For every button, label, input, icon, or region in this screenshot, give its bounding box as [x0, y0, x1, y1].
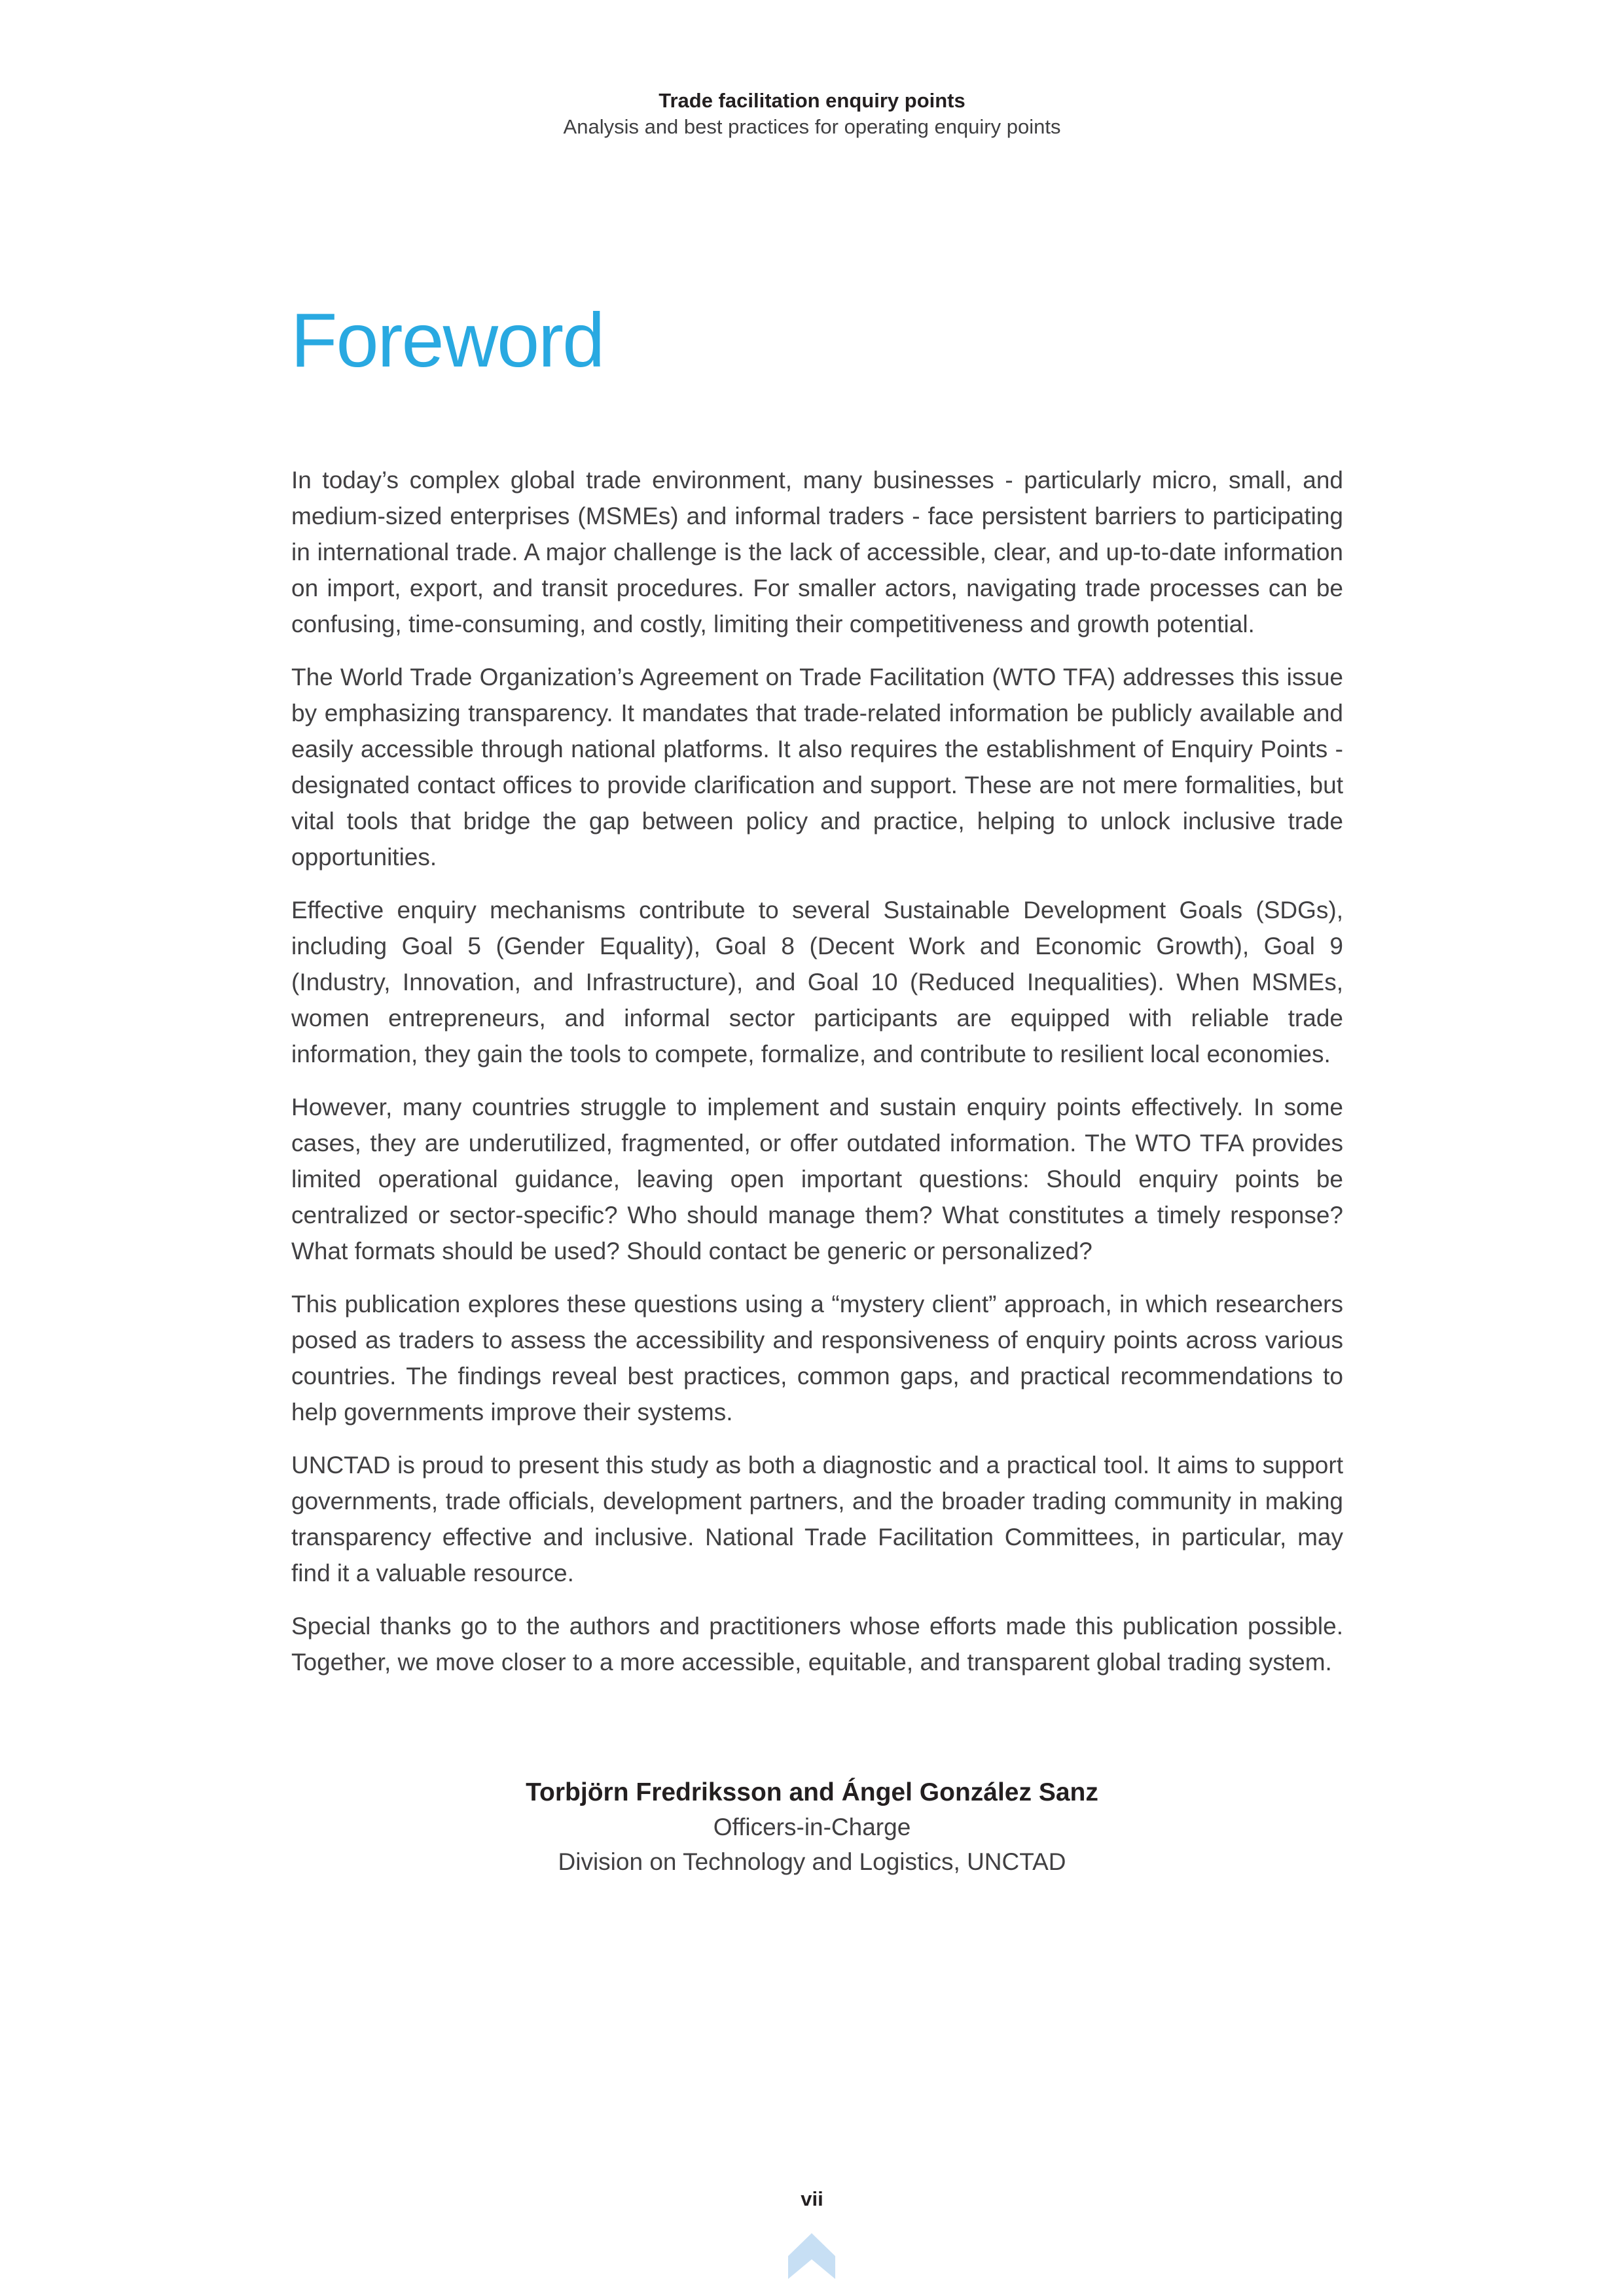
page-title: Foreword: [291, 297, 604, 384]
paragraph: The World Trade Organization’s Agreement on Trade Facilitation (WTO TFA) addresses this issue by emphasizing transparency. It mandates that trade-related information be publicly available and easily accessible through national platforms. It also requires the establishment of Enquiry Points - designated contact offices to provide clarification and support. These are not mere formalities, but vital tools that bridge the gap between policy and practice, helping to unlock inclusive trade opportunities.: [291, 664, 1343, 870]
paragraph: Special thanks go to the authors and practitioners whose efforts made this publication possible. Together, we move closer to a more accessible, equitable, and transparent global trading system.: [291, 1613, 1343, 1676]
paragraph: However, many countries struggle to implement and sustain enquiry points effectively. In some cases, they are underutilized, fragmented, or offer outdated information. The WTO TFA provides limited operational guidance, leaving open important questions: Should enquiry points be centralized or sector-specific? Who should manage them? What constitutes a timely response? What formats should be used? Should contact be generic or personalized?: [291, 1094, 1343, 1265]
signature-division: Division on Technology and Logistics, UNCTAD: [558, 1848, 1066, 1875]
signature-role: Officers-in-Charge: [713, 1814, 911, 1840]
signature-block: [0, 1775, 1624, 1879]
chevron-up-shape: [788, 2233, 835, 2279]
chevron-up-icon: [788, 2233, 835, 2279]
paragraph: In today’s complex global trade environment, many businesses - particularly micro, small, and medium-sized enterprises (MSMEs) and informal traders - face persistent barriers to participating in international trade. A major challenge is the lack of accessible, clear, and up-to-date information on import, export, and transit procedures. For smaller actors, navigating trade processes can be confusing, time-consuming, and costly, limiting their competitiveness and growth potential.: [291, 467, 1343, 637]
body-text: [291, 462, 1343, 1680]
paragraph: Effective enquiry mechanisms contribute to several Sustainable Development Goals (SDGs), including Goal 5 (Gender Equality), Goal 8 (Decent Work and Economic Growth), Goal 9 (Industry, Innovation, and Infrastructure), and Goal 10 (Reduced Inequalities). When MSMEs, women entrepreneurs, and informal sector participants are equipped with reliable trade information, they gain the tools to compete, formalize, and contribute to resilient local economies.: [291, 897, 1343, 1067]
running-header: [0, 88, 1624, 140]
header-title: Trade facilitation enquiry points: [659, 89, 965, 112]
header-subtitle: Analysis and best practices for operating enquiry points: [563, 115, 1061, 138]
paragraph: This publication explores these questions using a “mystery client” approach, in which researchers posed as traders to assess the accessibility and responsiveness of enquiry points across various countries. The findings reveal best practices, common gaps, and practical recommendations to help governments improve their systems.: [291, 1291, 1343, 1426]
paragraph: UNCTAD is proud to present this study as both a diagnostic and a practical tool. It aims to support governments, trade officials, development partners, and the broader trading community in making transparency effective and inclusive. National Trade Facilitation Committees, in particular, may find it a valuable resource.: [291, 1452, 1343, 1587]
signature-names: Torbjörn Fredriksson and Ángel González Sanz: [526, 1778, 1098, 1806]
page-number: vii: [801, 2187, 823, 2210]
